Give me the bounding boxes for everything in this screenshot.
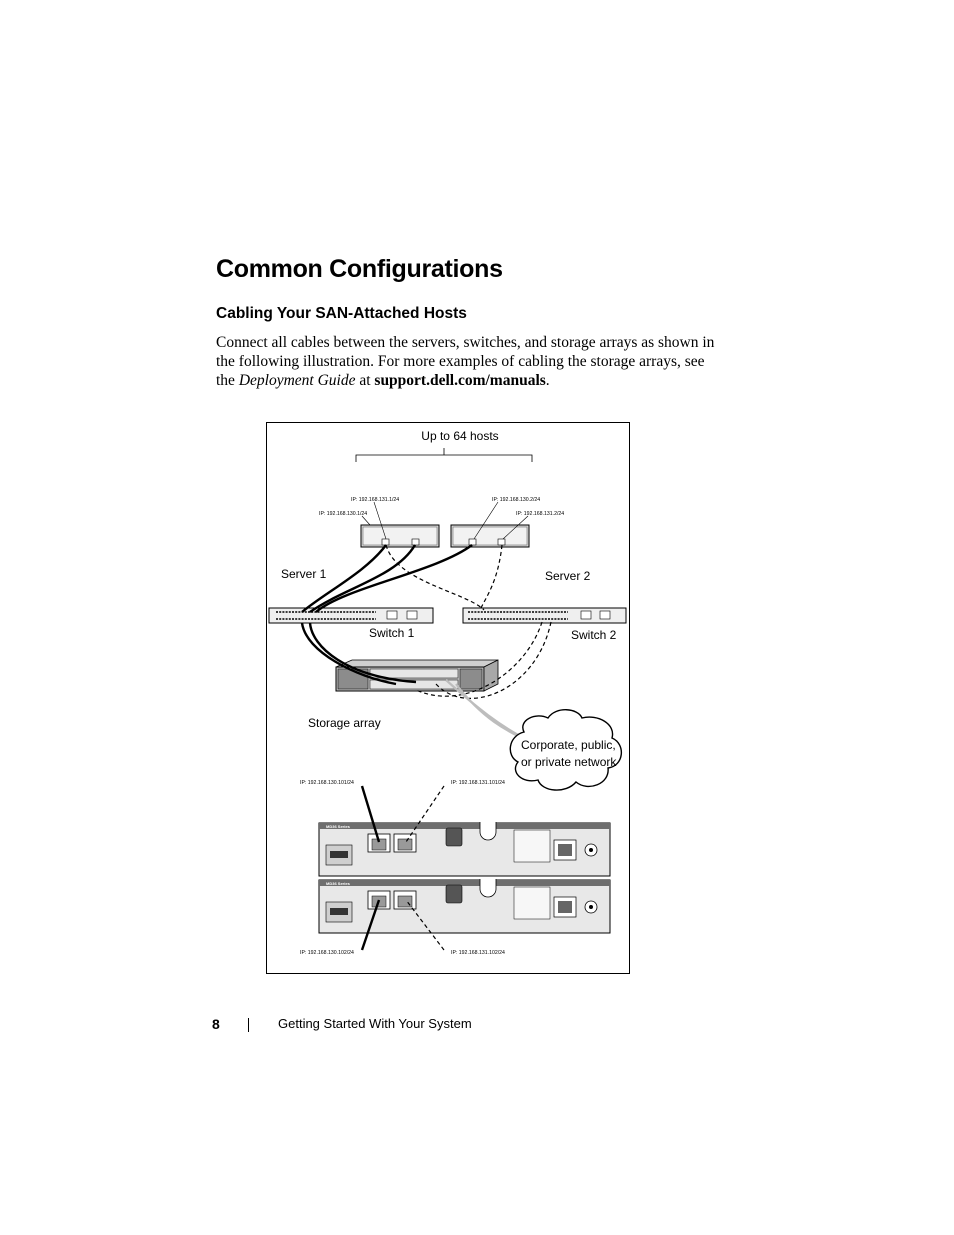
storage-label: Storage array: [308, 716, 381, 730]
server-2: [451, 525, 529, 547]
footer-title: Getting Started With Your System: [278, 1016, 472, 1031]
controller-module-2: [319, 879, 610, 933]
switch-2: [463, 608, 626, 623]
paragraph-text-3: .: [545, 372, 550, 389]
ip-controller-bottom-right: IP: 192.168.131.102/24: [451, 950, 505, 956]
section-heading: Cabling Your SAN-Attached Hosts: [216, 305, 467, 322]
storage-array: [336, 660, 498, 691]
controller-module-1: [319, 822, 610, 876]
hosts-label: Up to 64 hosts: [421, 429, 499, 443]
deployment-guide-title: Deployment Guide: [238, 372, 356, 389]
switch2-label: Switch 2: [571, 628, 617, 642]
switch-1: [269, 608, 433, 623]
ip-controller-top-left: IP: 192.168.130.101/24: [300, 780, 354, 786]
page-heading: Common Configurations: [216, 255, 503, 283]
controller2-series: MD36 Series: [326, 881, 350, 886]
support-link[interactable]: support.dell.com/manuals: [374, 372, 546, 389]
server2-label: Server 2: [545, 569, 591, 583]
network-label-line2: or private network: [521, 755, 617, 769]
paragraph-text-1: Connect all cables between the servers, switches, and storage arrays as shown in the following illustration. For more examples of cabling the storage arrays, see the: [216, 334, 715, 389]
intro-paragraph: [216, 333, 716, 390]
ip-controller-top-right: IP: 192.168.131.101/24: [451, 780, 505, 786]
san-cabling-figure: [266, 422, 630, 974]
paragraph-text-2: at: [355, 372, 375, 389]
controller1-series: MD36 Series: [326, 824, 350, 829]
server1-label: Server 1: [281, 567, 327, 581]
ip-server1-left: IP: 192.168.130.1/24: [319, 511, 368, 517]
ip-server1-top: IP: 192.168.131.1/24: [351, 497, 400, 503]
san-cabling-diagram: [266, 422, 630, 974]
page-number: 8: [212, 1016, 220, 1032]
server-1: [361, 525, 439, 547]
switch1-label: Switch 1: [369, 626, 415, 640]
ip-controller-bottom-left: IP: 192.168.130.102/24: [300, 950, 354, 956]
footer-separator: [248, 1018, 249, 1032]
network-label-line1: Corporate, public,: [521, 738, 616, 752]
ip-server2-top: IP: 192.168.130.2/24: [492, 497, 541, 503]
ip-server2-right: IP: 192.168.131.2/24: [516, 511, 565, 517]
